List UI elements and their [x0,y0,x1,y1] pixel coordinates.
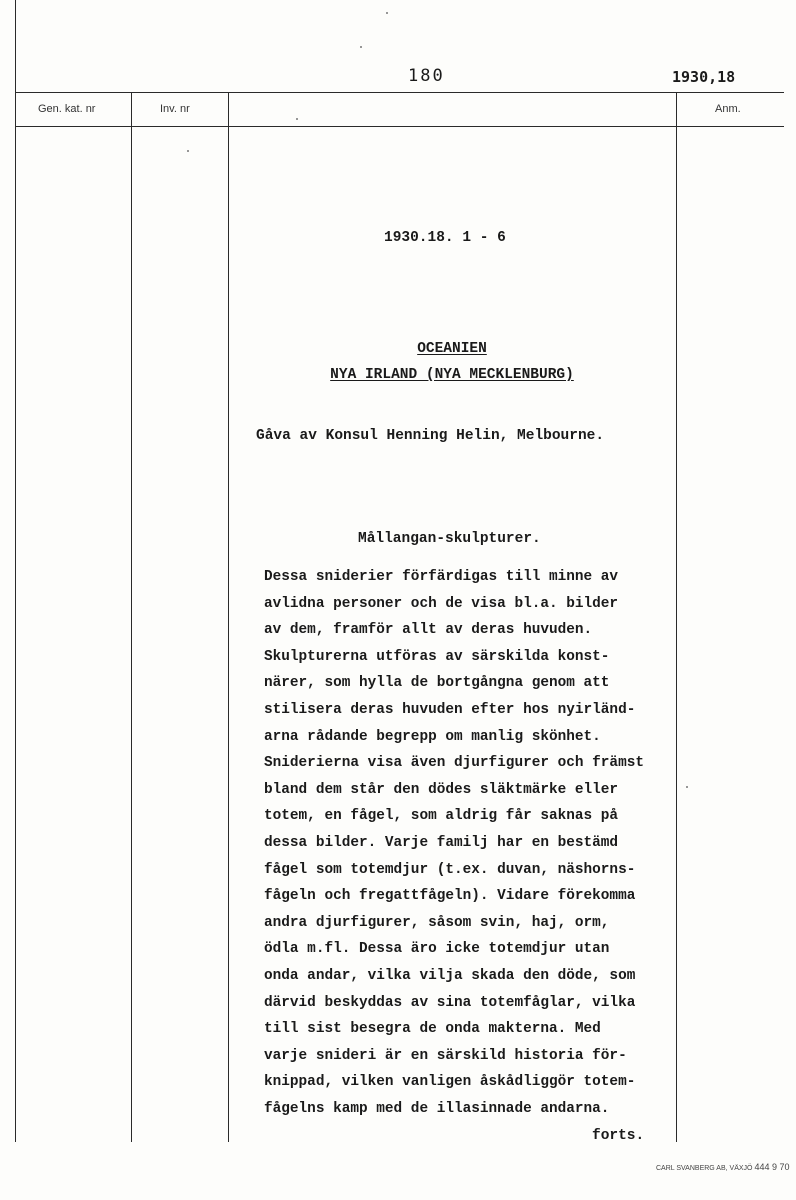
continued-marker: forts. [592,1128,645,1144]
region-heading: OCEANIEN [417,341,487,357]
body-line: ödla m.fl. Dessa äro icke totemdjur utan [264,941,610,958]
subject-title: Mållangan-skulpturer. [358,531,541,547]
body-line: onda andar, vilka vilja skada den döde, som [264,967,636,984]
left-margin-rule [15,0,16,1142]
body-line: dessa bilder. Varje familj har en bestämd [264,834,619,851]
scan-speck [360,46,362,48]
printer-imprint [656,1162,789,1172]
form-number: 444 9 70 [754,1162,790,1172]
column-header-inv: Inv. nr [160,103,190,115]
body-line: därvid beskyddas av sina totemfåglar, vilka [264,994,636,1011]
column-divider-gen-kat [131,92,132,1142]
column-divider-inv [228,92,229,1142]
body-line: avlidna personer och de visa bl.a. bilder [264,595,619,612]
body-line: arna rådande begrepp om manlig skönhet. [264,728,601,745]
body-line: Skulpturerna utföras av särskilda konst- [264,648,610,665]
catalog-number: 1930,18 [672,68,736,86]
column-header-anm: Anm. [715,103,741,115]
scan-speck [187,150,189,152]
body-line: fågel som totemdjur (t.ex. duvan, näshorns- [264,861,636,878]
body-line: stilisera deras huvuden efter hos nyirländ- [264,701,636,718]
body-line: Dessa sniderier förfärdigas till minne av [264,569,619,585]
description-paragraph [264,564,682,1122]
body-line: varje snideri är en särskild historia för- [264,1047,627,1064]
location-heading: NYA IRLAND (NYA MECKLENBURG) [330,367,574,383]
body-line: närer, som hylla de bortgångna genom att [264,675,610,692]
scan-speck [386,12,388,14]
body-line: fågeln och fregattfågeln). Vidare förekomma [264,888,636,905]
printer-name: CARL SVANBERG AB, VÄXJÖ [656,1165,753,1172]
body-line: andra djurfigurer, såsom svin, haj, orm, [264,914,610,931]
page-number: 180 [408,66,445,86]
donor-line: Gåva av Konsul Henning Helin, Melbourne. [256,428,605,444]
column-header-gen-kat: Gen. kat. nr [38,103,96,115]
body-line: bland dem står den dödes släktmärke eller [264,781,619,798]
body-line: Sniderierna visa även djurfigurer och främst [264,755,644,772]
body-line: till sist besegra de onda makterna. Med [264,1021,601,1038]
entry-id-range: 1930.18. 1 - 6 [384,230,506,246]
body-line: knippad, vilken vanligen åskådliggör totem- [264,1074,636,1091]
body-line: av dem, framför allt av deras huvuden. [264,622,593,639]
body-line: totem, en fågel, som aldrig får saknas på [264,808,619,825]
scan-speck [686,786,688,788]
body-line: fågelns kamp med de illasinnade andarna. [264,1100,610,1117]
scan-speck [296,118,298,120]
